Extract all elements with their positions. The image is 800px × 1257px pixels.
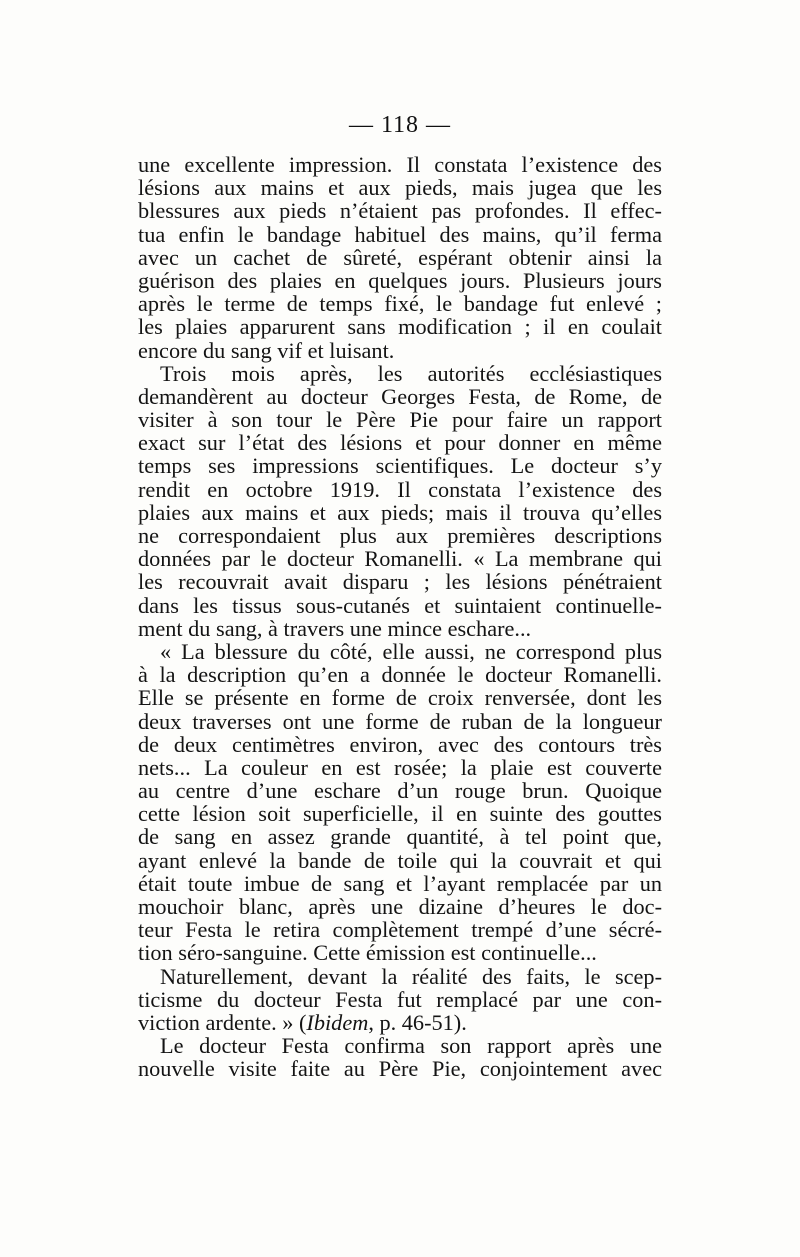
text-line: de deux centimètres environ, avec des contours très — [138, 731, 662, 757]
text-line: Naturellement, devant la réalité des faits, le scep- — [160, 963, 662, 989]
text-line: tion séro-sanguine. Cette émission est continuelle... — [138, 940, 597, 966]
text-line: Elle se présente en forme de croix renversée, dont les — [138, 685, 662, 711]
text-line: rendit en octobre 1919. Il constata l’existence des — [138, 476, 662, 502]
text-line: une excellente impression. Il constata l’existence des — [138, 152, 662, 177]
text-line: dans les tissus sous-cutanés et suintaient continuelle- — [138, 592, 662, 618]
text-line: était toute imbue de sang et l’ayant remplacée par un — [138, 870, 662, 896]
text-line: au centre d’une eschare d’un rouge brun. Quoique — [138, 778, 662, 804]
text-line: nouvelle visite faite au Père Pie, conjointement avec — [138, 1056, 662, 1082]
text-line: après le terme de temps fixé, le bandage fut enlevé ; — [138, 291, 662, 317]
text-line: Le docteur Festa confirma son rapport après une — [160, 1033, 662, 1059]
text-line: lésions aux mains et aux pieds, mais jugea que les — [138, 175, 662, 201]
text-line: demandèrent au docteur Georges Festa, de Rome, de — [138, 383, 662, 409]
text-line: avec un cachet de sûreté, espérant obtenir ainsi la — [138, 244, 662, 270]
text-line: tua enfin le bandage habituel des mains, qu’il ferma — [138, 221, 662, 247]
text-line: deux traverses ont une forme de ruban de la longueur — [138, 708, 662, 734]
text-line: blessures aux pieds n’étaient pas profondes. Il effec- — [138, 198, 662, 224]
citation-post: , p. 46-51). — [368, 1009, 467, 1035]
text-line: mouchoir blanc, après une dizaine d’heures le doc- — [138, 894, 662, 919]
citation-pre: viction ardente. » ( — [138, 1009, 307, 1035]
text-line: à la description qu’en a donnée le docteur Romanelli. — [138, 662, 662, 688]
text-line: visiter à son tour le Père Pie pour faire un rapport — [138, 407, 662, 433]
text-line: guérison des plaies en quelques jours. Plusieurs jours — [138, 267, 662, 293]
text-line: plaies aux mains et aux pieds; mais il trouva qu’elles — [138, 499, 662, 525]
text-line: de sang en assez grande quantité, à tel point que, — [138, 824, 662, 850]
page-number: — 118 — — [348, 112, 452, 138]
text-line: ment du sang, à travers une mince eschare... — [138, 615, 532, 641]
text-line: nets... La couleur en est rosée; la plaie est couverte — [138, 754, 662, 780]
text-line: encore du sang vif et luisant. — [138, 337, 395, 363]
text-line-citation — [138, 1011, 662, 1034]
text-line: exact sur l’état des lésions et pour donner en même — [138, 430, 662, 456]
text-line: cette lésion soit superficielle, il en suinte des gouttes — [138, 801, 662, 827]
text-line: les recouvrait avait disparu ; les lésions pénétraient — [138, 569, 662, 595]
text-line: ticisme du docteur Festa fut remplacé par une con- — [138, 986, 662, 1012]
text-line: teur Festa le retira complètement trempé d’une sécré- — [138, 917, 662, 943]
text-line: ayant enlevé la bande de toile qui la couvrait et qui — [138, 847, 662, 873]
citation-ibidem: Ibidem — [306, 1009, 369, 1035]
text-line: données par le docteur Romanelli. « La membrane qui — [138, 546, 662, 572]
body-text — [138, 153, 662, 1081]
text-line: Trois mois après, les autorités ecclésiastiques — [160, 360, 662, 386]
text-line: les plaies apparurent sans modification ; il en coulait — [138, 314, 662, 340]
text-line: ne correspondaient plus aux premières descriptions — [138, 523, 662, 548]
text-line: temps ses impressions scientifiques. Le docteur s’y — [138, 453, 662, 479]
text-line: « La blessure du côté, elle aussi, ne correspond plus — [160, 638, 662, 664]
